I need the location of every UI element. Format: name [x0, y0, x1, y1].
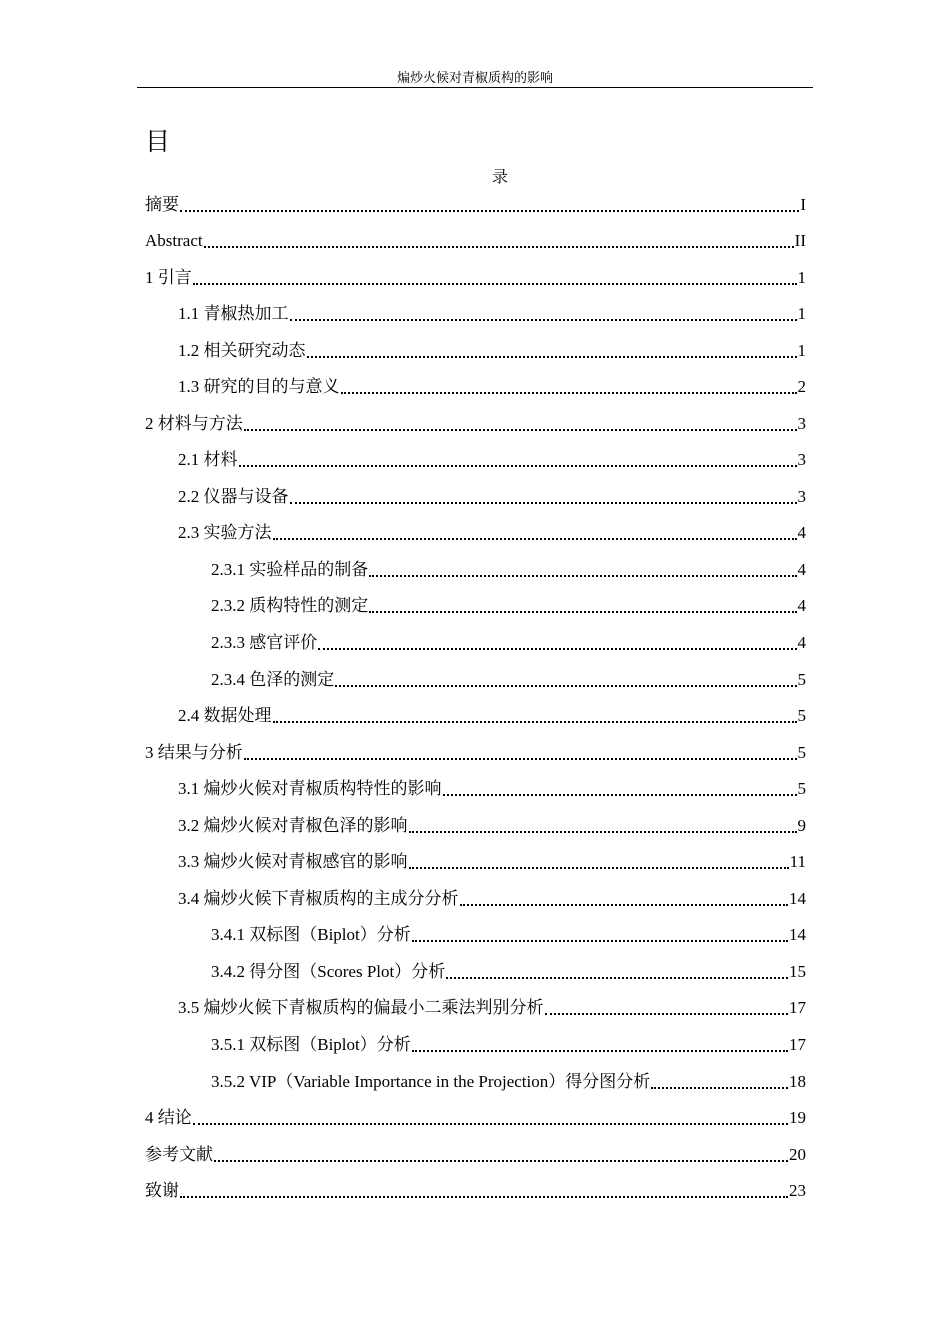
toc-entry-label: 2.3.4 色泽的测定	[211, 670, 335, 689]
toc-entry-label: 2.1 材料	[178, 450, 238, 469]
toc-entry-page: 3	[797, 450, 806, 469]
dot-leader	[409, 831, 797, 833]
toc-entry-label: 1.3 研究的目的与意义	[178, 377, 340, 396]
toc-entry-page: 5	[797, 779, 806, 798]
toc-entry-acknowledgements[interactable]	[145, 1178, 806, 1202]
dot-leader	[446, 977, 788, 979]
toc-entry-label: 3 结果与分析	[145, 743, 243, 762]
toc-entry-label: 3.4.1 双标图（Biplot）分析	[211, 925, 411, 944]
dot-leader	[273, 721, 797, 723]
toc-entry-2-3[interactable]	[178, 520, 806, 544]
dot-leader	[335, 685, 796, 687]
toc-entry-label: 1.1 青椒热加工	[178, 304, 289, 323]
dot-leader	[244, 429, 797, 431]
toc-entry-label: 摘要	[145, 195, 179, 214]
toc-entry-page: II	[794, 231, 806, 250]
toc-entry-1-1[interactable]	[178, 301, 806, 325]
toc-entry-label: 2.3.2 质构特性的测定	[211, 596, 369, 615]
dot-leader	[214, 1160, 788, 1162]
toc-entry-page: 3	[797, 487, 806, 506]
toc-entry-2-3-1[interactable]	[211, 557, 806, 581]
dot-leader	[239, 465, 797, 467]
toc-entry-abstract-cn[interactable]	[145, 192, 806, 216]
dot-leader	[412, 1050, 788, 1052]
dot-leader	[341, 392, 797, 394]
dot-leader	[273, 538, 797, 540]
dot-leader	[460, 904, 789, 906]
toc-entry-page: I	[800, 195, 806, 214]
toc-entry-page: 23	[789, 1181, 806, 1200]
toc-entry-2-3-4[interactable]	[211, 667, 806, 691]
dot-leader	[290, 502, 797, 504]
dot-leader	[318, 648, 796, 650]
toc-entry-label: 2 材料与方法	[145, 414, 243, 433]
dot-leader	[651, 1087, 788, 1089]
toc-entry-4[interactable]	[145, 1105, 806, 1129]
toc-entry-label: 3.4 煸炒火候下青椒质构的主成分分析	[178, 889, 459, 908]
toc-entry-abstract-en[interactable]	[145, 228, 806, 252]
toc-entry-page: 4	[797, 523, 806, 542]
header-rule	[137, 87, 813, 88]
toc-entry-label: 3.5 煸炒火候下青椒质构的偏最小二乘法判别分析	[178, 998, 544, 1017]
toc-entry-label: 2.2 仪器与设备	[178, 487, 289, 506]
dot-leader	[244, 758, 797, 760]
toc-entry-label: 4 结论	[145, 1108, 192, 1127]
toc-entry-label: 2.3 实验方法	[178, 523, 272, 542]
toc-entry-3-4[interactable]	[178, 886, 806, 910]
toc-entry-3-1[interactable]	[178, 776, 806, 800]
toc-entry-page: 17	[789, 998, 806, 1017]
toc-entry-label: 致谢	[145, 1181, 179, 1200]
dot-leader	[412, 940, 788, 942]
toc-entry-page: 18	[789, 1072, 806, 1091]
toc-entry-page: 5	[797, 706, 806, 725]
dot-leader	[193, 283, 797, 285]
dot-leader	[204, 246, 794, 248]
toc-entry-label: 2.3.3 感官评价	[211, 633, 318, 652]
toc-entry-label: 2.3.1 实验样品的制备	[211, 560, 369, 579]
toc-entry-2-4[interactable]	[178, 703, 806, 727]
toc-entry-label: 参考文献	[145, 1145, 213, 1164]
toc-entry-3-3[interactable]	[178, 849, 806, 873]
toc-entry-label: 3.5.1 双标图（Biplot）分析	[211, 1035, 411, 1054]
toc-entry-3-4-2[interactable]	[211, 959, 806, 983]
dot-leader	[545, 1013, 789, 1015]
toc-entry-label: 2.4 数据处理	[178, 706, 272, 725]
toc-entry-page: 15	[789, 962, 806, 981]
toc-entry-label: 1.2 相关研究动态	[178, 341, 306, 360]
toc-entry-3-4-1[interactable]	[211, 922, 806, 946]
toc-entry-page: 3	[797, 414, 806, 433]
toc-entry-2[interactable]	[145, 411, 806, 435]
toc-entry-label: 3.4.2 得分图（Scores Plot）分析	[211, 962, 446, 981]
toc-entry-page: 4	[797, 596, 806, 615]
toc-title-sub: 录	[491, 169, 508, 186]
toc-entry-page: 1	[797, 304, 806, 323]
toc-entry-page: 19	[789, 1108, 806, 1127]
toc-entry-label: 3.5.2 VIP（Variable Importance in the Projection）得分图分析	[211, 1072, 651, 1091]
dot-leader	[180, 210, 799, 212]
toc-entry-3-5-1[interactable]	[211, 1032, 806, 1056]
toc-entry-3-2[interactable]	[178, 813, 806, 837]
dot-leader	[443, 794, 797, 796]
toc-entry-label: 3.2 煸炒火候对青椒色泽的影响	[178, 816, 408, 835]
toc-entry-2-1[interactable]	[178, 447, 806, 471]
toc-entry-references[interactable]	[145, 1142, 806, 1166]
toc-entry-label: Abstract	[145, 231, 203, 250]
toc-entry-2-2[interactable]	[178, 484, 806, 508]
toc-entry-1-3[interactable]	[178, 374, 806, 398]
toc-entry-page: 9	[797, 816, 806, 835]
toc-entry-1-2[interactable]	[178, 338, 806, 362]
toc-entry-page: 20	[789, 1145, 806, 1164]
dot-leader	[180, 1196, 788, 1198]
dot-leader	[369, 575, 796, 577]
toc-entry-page: 17	[789, 1035, 806, 1054]
toc-entry-2-3-3[interactable]	[211, 630, 806, 654]
toc-entry-page: 14	[789, 925, 806, 944]
toc-entry-3[interactable]	[145, 740, 806, 764]
toc-title-main: 目	[145, 127, 171, 156]
toc-entry-page: 4	[797, 560, 806, 579]
toc-entry-page: 1	[797, 341, 806, 360]
toc-entry-label: 3.1 煸炒火候对青椒质构特性的影响	[178, 779, 442, 798]
dot-leader	[193, 1123, 788, 1125]
toc-entry-label: 1 引言	[145, 268, 192, 287]
toc-entry-page: 2	[797, 377, 806, 396]
toc-entry-page: 4	[797, 633, 806, 652]
toc-entry-page: 14	[789, 889, 806, 908]
dot-leader	[409, 867, 789, 869]
toc-entry-page: 5	[797, 743, 806, 762]
toc-entry-3-5[interactable]	[178, 995, 806, 1019]
toc-entry-label: 3.3 煸炒火候对青椒感官的影响	[178, 852, 408, 871]
toc-entry-1[interactable]	[145, 265, 806, 289]
running-header: 煸炒火候对青椒质构的影响	[396, 70, 553, 85]
dot-leader	[290, 319, 797, 321]
toc-entry-page: 5	[797, 670, 806, 689]
toc-entry-3-5-2[interactable]	[211, 1069, 806, 1093]
dot-leader	[369, 611, 796, 613]
toc-entry-page: 11	[789, 852, 806, 871]
toc-entry-page: 1	[797, 268, 806, 287]
dot-leader	[307, 356, 797, 358]
toc-entry-2-3-2[interactable]	[211, 593, 806, 617]
